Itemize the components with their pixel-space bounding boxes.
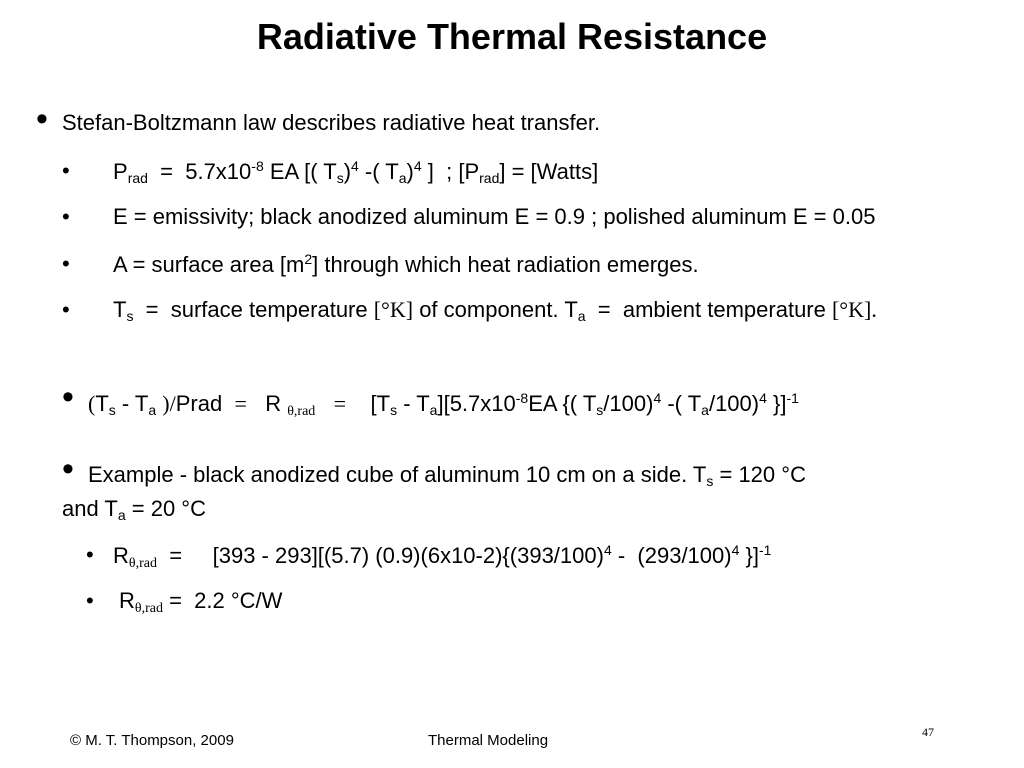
- sub-bullet-marker: •: [86, 588, 94, 613]
- sub-bullet-marker: •: [62, 297, 70, 322]
- temperature-text: $T_s$ = surface temperature [°K] of component. $T_a$ = ambient temperature [°K].: [113, 297, 877, 324]
- sub-bullet-marker: •: [62, 158, 70, 183]
- page-number: 47: [922, 725, 934, 739]
- bullet-marker: •: [62, 378, 74, 416]
- sub-bullet-marker: •: [86, 542, 94, 567]
- resistance-formula: ($T_s - T_a$ )/Prad = R $_{\theta,rad}$ = $[T_s - T_a][5.7x10^{-8}EA$ {( $T_s/100)^4$ -( $T_a/100)^4$ }]$^{-1}$: [88, 390, 799, 419]
- area-text: A = surface area $[m^2]$ through which heat radiation emerges.: [113, 251, 699, 277]
- footer-topic: Thermal Modeling: [428, 732, 549, 749]
- power-equation: $P_{rad} = 5.7x10^{-8}$ EA [( $T_s)^4$ -( $T_a)^4$ ] ; $[P_{rad}]$ = [Watts]: [113, 158, 599, 186]
- example-line-1: Example - black anodized cube of aluminum 10 cm on a side. $T_s = 120$ °C: [88, 462, 806, 489]
- intro-text: Stefan-Boltzmann law describes radiative heat transfer.: [62, 110, 601, 135]
- example-line-2: and $T_a = 20$ °C: [62, 496, 206, 523]
- bullet-marker: •: [62, 450, 74, 488]
- emissivity-text: E = emissivity; black anodized aluminum E = 0.9 ; polished aluminum E = 0.05: [113, 204, 876, 229]
- example-calculation: $R_{\theta,rad}$ = [393 - 293][(5.7) $(0.9)(6x10-2)\{(393/100)^4 - (293/100)^4$ }]$^{-1}$: [113, 542, 772, 571]
- sub-bullet-marker: •: [62, 251, 70, 276]
- slide-title: Radiative Thermal Resistance: [256, 16, 768, 57]
- footer-copyright: © M. T. Thompson, 2009: [70, 732, 234, 749]
- example-result: $R_{\theta,rad} = 2.2$ °C/W: [119, 588, 283, 616]
- bullet-marker: •: [36, 100, 48, 138]
- sub-bullet-marker: •: [62, 204, 70, 229]
